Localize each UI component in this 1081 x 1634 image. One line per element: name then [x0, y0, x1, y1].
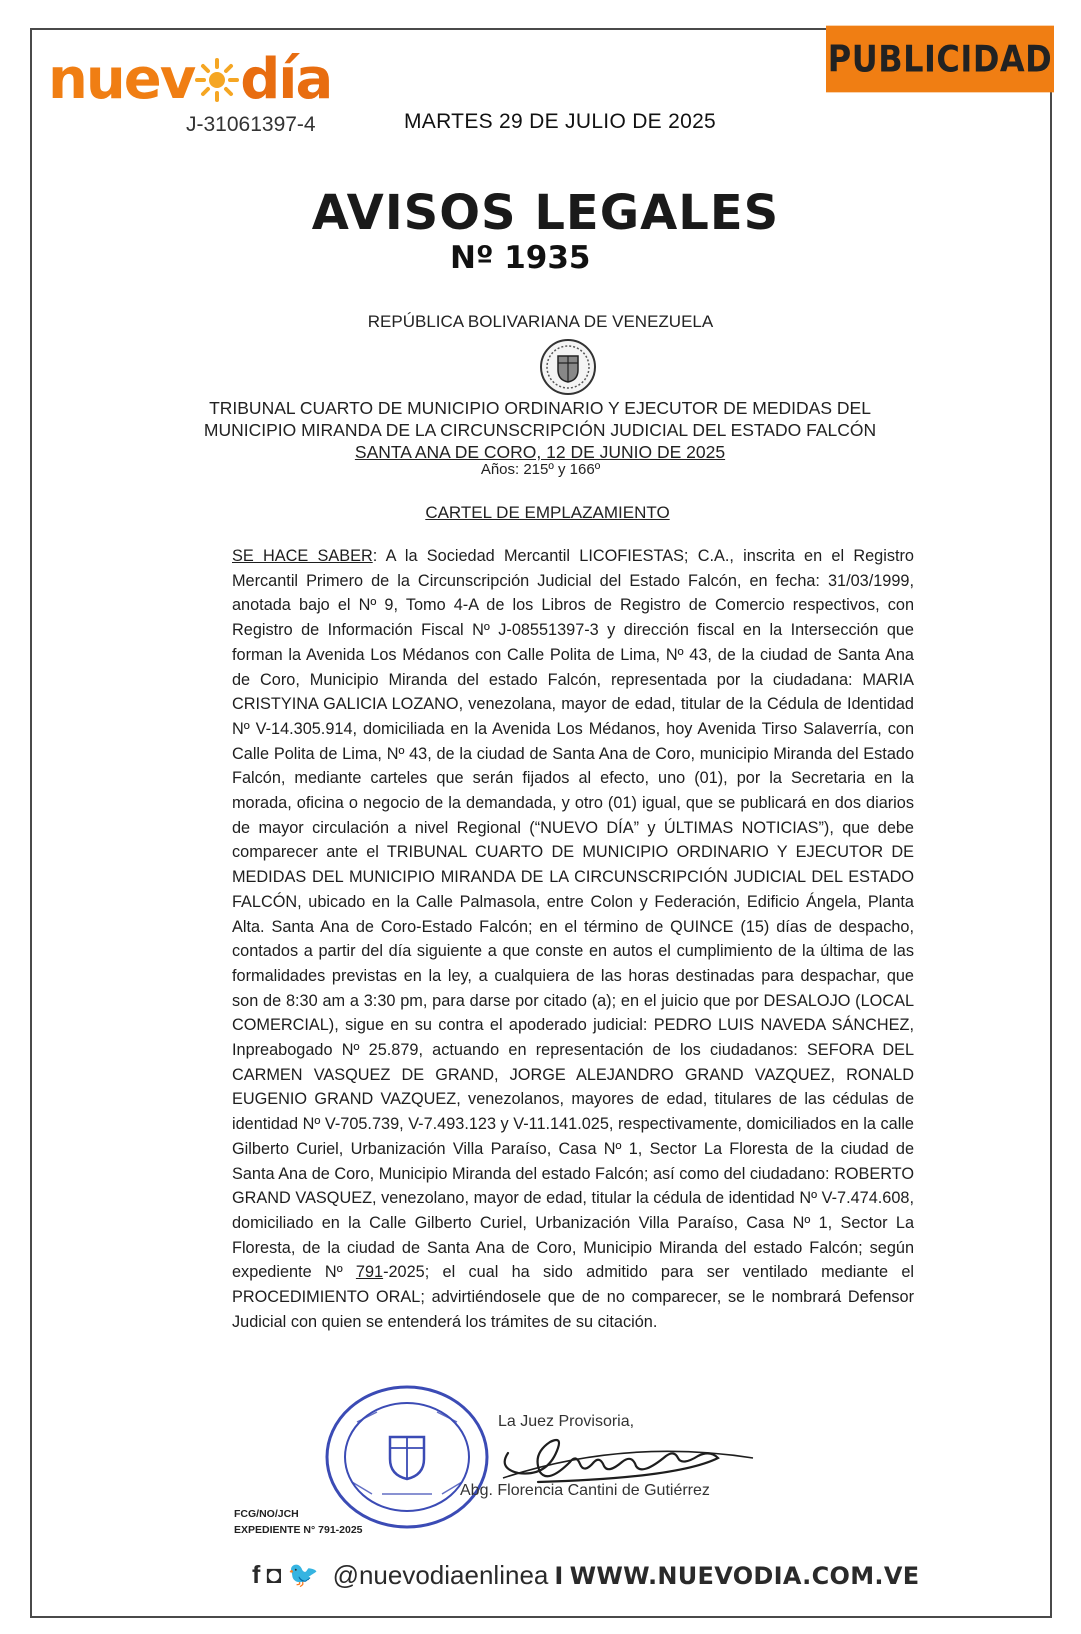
reference-case: EXPEDIENTE N° 791-2025: [234, 1524, 363, 1536]
social-handle[interactable]: @nuevodiaenlinea: [332, 1560, 549, 1590]
footer-bar: [252, 1560, 919, 1591]
judge-name: Abg. Florencia Cantini de Gutiérrez: [460, 1482, 710, 1499]
logo-text-left: nuev: [48, 47, 195, 112]
reference-initials: FCG/NO/JCH: [234, 1508, 299, 1520]
publicidad-badge: PUBLICIDAD: [826, 26, 1054, 93]
notice-text-tail: -2025; el cual ha sido admitido para ser ventilado mediante el PROCEDIMIENTO ORAL; advirtiéndosele que de no comparecer, se le nombrará Defensor Judicial con quien se entenderá los trámites de su citación.: [232, 1263, 914, 1331]
court-line-2: MUNICIPIO MIRANDA DE LA CIRCUNSCRIPCIÓN JUDICIAL DEL ESTADO FALCÓN: [203, 420, 877, 440]
notice-body: [232, 544, 914, 1335]
court-line-1: TRIBUNAL CUARTO DE MUNICIPIO ORDINARIO Y EJECUTOR DE MEDIDAS DEL: [209, 398, 871, 418]
court-heading: [150, 397, 930, 463]
section-title: AVISOS LEGALES: [311, 185, 780, 241]
years-line: Años: 215º y 166º: [480, 461, 601, 478]
nuevo-dia-logo: [48, 47, 332, 112]
footer-separator: I: [554, 1561, 564, 1590]
issue-date: MARTES 29 DE JULIO DE 2025: [404, 110, 717, 133]
issue-number: Nº 1935: [450, 240, 591, 276]
notice-text: : A la Sociedad Mercantil LICOFIESTAS; C.A., inscrita en el Registro Mercantil Primero de la Circunscripción Judicial del Estado Falcón, en fecha: 31/03/1999, anotada bajo el Nº 9, Tomo 4-A de los Libros de Registro de Comercio respectivos, con Registro de Información Fiscal Nº J-08551397-3 y dirección fiscal en la Intersección que forman la Avenida Los Médanos con Calle Polita de Lima, Nº 43, de la ciudad de Santa Ana de Coro, Municipio Miranda del estado Falcón, representada por la ciudadana: MARIA CRISTYINA GALICIA LOZANO, venezolana, mayor de edad, titular de la Cédula de Identidad Nº V-14.305.914, domiciliada en la Avenida Los Médanos, hoy Avenida Tirso Salaverría, con Calle Polita de Lima, Nº 43, de la ciudad de Santa Ana de Coro, municipio Miranda del Estado Falcón, mediante carteles que serán fijados al efecto, uno (01), por la Secretaria en la morada, oficina o negocio de la demandada, y otro (01) igual, que se publicará en dos diarios de mayor circulación a nivel Regional (“NUEVO DÍA” y ÚLTIMAS NOTICIAS”), que debe comparecer ante el TRIBUNAL CUARTO DE MUNICIPIO ORDINARIO Y EJECUTOR DE MEDIDAS DEL MUNICIPIO MIRANDA DE LA CIRCUNSCRIPCIÓN JUDICIAL DEL ESTADO FALCÓN, ubicado en la Calle Palmasola, entre Colon y Federación, Edificio Ángela, Planta Alta. Santa Ana de Coro-Estado Falcón; en el término de QUINCE (15) días de despacho, contados a partir del día siguiente a que conste en autos el cumplimiento de la última de las formalidades previstas en la ley, a cualquiera de las horas destinadas para despachar, que son de 8:30 am a 3:30 pm, para darse por citado (a); en el juicio que por DESALOJO (LOCAL COMERCIAL), sigue en su contra el apoderado judicial: PEDRO LUIS NAVEDA SÁNCHEZ, Inpreabogado Nº 25.879, actuando en representación de los ciudadanos: SEFORA DEL CARMEN VASQUEZ DE GRAND, JORGE ALEJANDRO GRAND VAZQUEZ, RONALD EUGENIO GRAND VAZQUEZ, venezolanos, mayores de edad, titulares de las cédulas de identidad Nº V-705.739, V-7.493.123 y V-11.141.025, respectivamente, domiciliados en la calle Gilberto Curiel, Urbanización Villa Paraíso, Casa Nº 1, Sector La Floresta de la ciudad de Santa Ana de Coro, Municipio Miranda del estado Falcón; así como del ciudadano: ROBERTO GRAND VASQUEZ, venezolano, mayor de edad, titular la cédula de identidad Nº V-7.474.608, domiciliado en la Calle Gilberto Curiel, Urbanización Villa Paraíso, Casa Nº 1, Sector La Floresta, de la ciudad de Santa Ana de Coro, Municipio Miranda del estado Falcón; según expediente Nº: [232, 547, 914, 1282]
reference-block: [234, 1506, 363, 1538]
instagram-icon[interactable]: ◘: [266, 1561, 282, 1589]
rif-number: J-31061397-4: [186, 113, 316, 136]
sun-icon: [195, 58, 239, 102]
facebook-icon[interactable]: f: [252, 1561, 261, 1589]
coat-of-arms-icon: [539, 338, 597, 396]
case-number: 791: [355, 1263, 384, 1282]
notice-paragraph: [232, 544, 914, 1335]
notice-heading: CARTEL DE EMPLAZAMIENTO: [425, 503, 670, 522]
place-date: SANTA ANA DE CORO, 12 DE JUNIO DE 2025: [354, 442, 726, 462]
twitter-icon[interactable]: 🐦: [287, 1561, 319, 1589]
logo-text-right: día: [240, 47, 332, 112]
judge-title: La Juez Provisoria,: [498, 1413, 635, 1430]
notice-lead: SE HACE SABER: [232, 547, 373, 565]
republic-heading: REPÚBLICA BOLIVARIANA DE VENEZUELA: [367, 312, 714, 331]
website-link[interactable]: WWW.NUEVODIA.COM.VE: [569, 1561, 920, 1590]
